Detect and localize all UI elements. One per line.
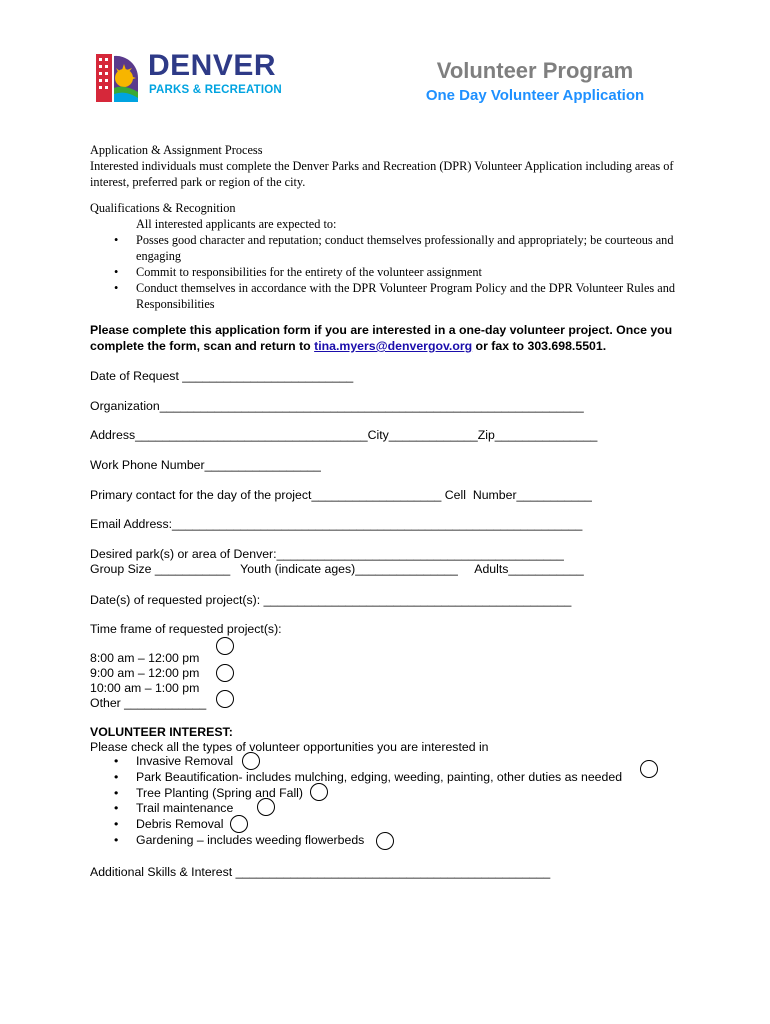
process-body: Interested individuals must complete the Denver Parks and Recreation (DPR) Volunteer Application including areas of interest, preferred park or region of the city. (90, 159, 674, 189)
qualifications-section (90, 200, 690, 312)
page-title: Volunteer Program (436, 58, 634, 83)
time-option-10am-checkbox[interactable] (216, 690, 234, 708)
list-item: • Trail maintenance (90, 801, 622, 817)
time-option-8am-checkbox[interactable] (216, 637, 234, 655)
interest-beautification-checkbox[interactable] (640, 760, 658, 778)
time-option-label: 10:00 am – 1:00 pm (90, 681, 200, 695)
dates-requested-field[interactable]: Date(s) of requested project(s): _____________________________________________ (90, 593, 572, 607)
interest-tree-planting-checkbox[interactable] (310, 783, 328, 801)
interest-debris-checkbox[interactable] (230, 815, 248, 833)
qualifications-intro: All interested applicants are expected to: (136, 217, 337, 231)
denver-parks-logo (94, 48, 294, 104)
instructions-after: or fax to 303.698.5501. (472, 339, 607, 353)
email-address-field[interactable]: Email Address:____________________________________________________________ (90, 517, 583, 531)
additional-skills-field[interactable]: Additional Skills & Interest ______________________________________________ (90, 865, 551, 879)
interest-invasive-checkbox[interactable] (242, 752, 260, 770)
list-item: • Commit to responsibilities for the entirety of the volunteer assignment (90, 264, 690, 280)
time-option-9am-checkbox[interactable] (216, 664, 234, 682)
list-item: • Tree Planting (Spring and Fall) (90, 786, 622, 802)
logo-brand-text: DENVER (148, 49, 277, 82)
qualifications-heading: Qualifications & Recognition (90, 201, 236, 215)
group-size-field[interactable]: Group Size ___________ Youth (indicate ages)_______________ Adults___________ (90, 562, 584, 576)
interest-list (90, 754, 622, 849)
desired-park-field[interactable]: Desired park(s) or area of Denver:__________________________________________ (90, 547, 564, 561)
list-item: • Gardening – includes weeding flowerbeds (90, 833, 622, 849)
process-section (90, 142, 690, 190)
list-item: • Debris Removal (90, 817, 622, 833)
work-phone-field[interactable]: Work Phone Number_________________ (90, 458, 321, 472)
address-field[interactable]: Address__________________________________City_____________Zip_______________ (90, 428, 598, 442)
process-heading: Application & Assignment Process (90, 143, 263, 157)
date-of-request-field[interactable]: Date of Request _________________________ (90, 369, 354, 383)
time-option-label: 9:00 am – 12:00 pm (90, 666, 200, 680)
organization-field[interactable]: Organization______________________________________________________________ (90, 399, 584, 413)
time-option-label: 8:00 am – 12:00 pm (90, 651, 200, 665)
list-item: • Posses good character and reputation; conduct themselves professionally and appropriately; be courteous and engaging (90, 232, 690, 264)
primary-contact-field[interactable]: Primary contact for the day of the project___________________ Cell Number___________ (90, 488, 592, 502)
denver-building-sun-icon (94, 48, 142, 104)
list-item: • Invasive Removal (90, 754, 622, 770)
page-subtitle: One Day Volunteer Application (425, 87, 645, 104)
instructions-text (90, 322, 690, 354)
contact-email-link[interactable]: tina.myers@denvergov.org (314, 339, 473, 353)
instructions-before: Please complete this application form if you are interested in a one-day volunteer project. Once you complete the form, scan and return to (90, 323, 673, 353)
interest-gardening-checkbox[interactable] (376, 832, 394, 850)
list-item: • Park Beautification- includes mulching, edging, weeding, painting, other duties as needed (90, 770, 622, 786)
logo-sub-text: PARKS & RECREATION (149, 84, 282, 96)
list-item: • Conduct themselves in accordance with the DPR Volunteer Program Policy and the DPR Volunteer Rules and Responsibilities (90, 280, 690, 312)
interest-heading: VOLUNTEER INTEREST: (90, 725, 233, 739)
interest-intro: Please check all the types of volunteer opportunities you are interested in (90, 740, 489, 754)
interest-trail-checkbox[interactable] (257, 798, 275, 816)
time-frame-label: Time frame of requested project(s): (90, 622, 282, 636)
time-option-label[interactable]: Other ____________ (90, 696, 207, 710)
qualifications-list (90, 232, 690, 312)
